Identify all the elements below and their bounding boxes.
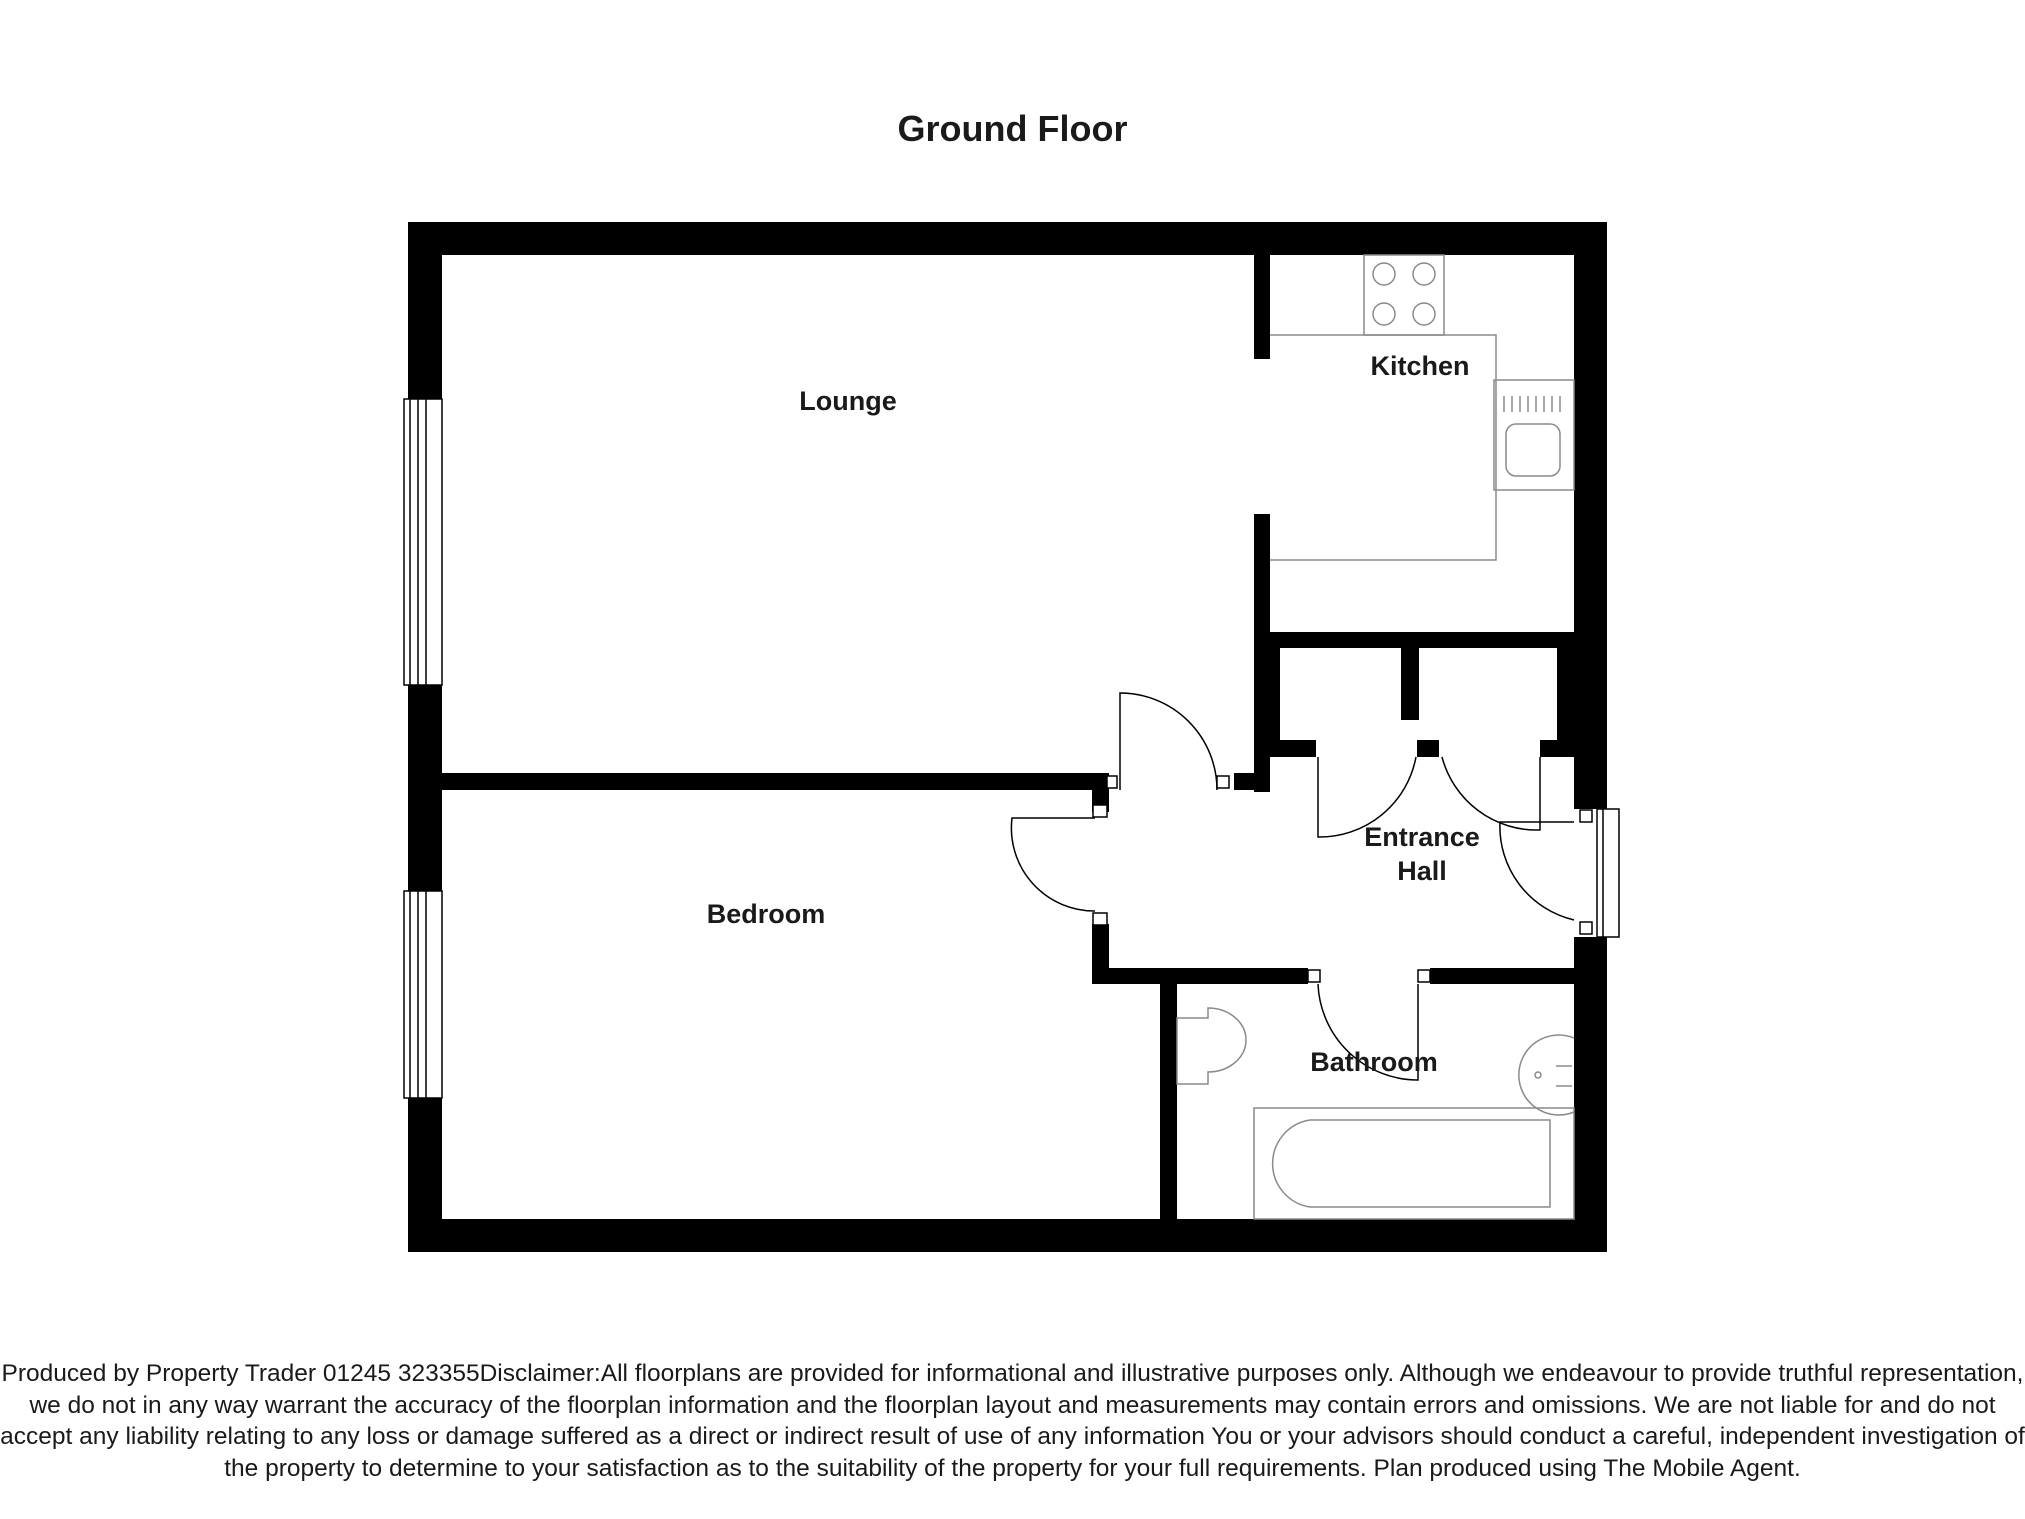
outer-wall-bottom xyxy=(408,1219,1607,1252)
toilet xyxy=(1177,1008,1246,1084)
wall-cupboard-left xyxy=(1264,648,1280,748)
room-label-entrance-hall-line2: Hall xyxy=(1397,856,1447,886)
wall-hall-bathroom-right xyxy=(1430,968,1574,984)
washbasin-drain xyxy=(1535,1072,1541,1078)
kitchen-fixtures xyxy=(1270,255,1574,560)
room-label-bathroom: Bathroom xyxy=(1310,1047,1438,1077)
sink-bowl xyxy=(1506,424,1560,476)
disclaimer-text: Produced by Property Trader 01245 323355Disclaimer:All floorplans are provided for informational and illustrative purposes only. Although we endeavour to provide truthful representation, we do not in any way warrant the accuracy of the floorplan information and the floorplan layout and measurements may contain errors and omissions. We are not liable for and do not accept any liability relating to any loss or damage suffered as a direct or indirect result of use of any information You or your advisors should conduct a careful, independent investigation of the property to determine to your satisfaction as to the suitability of the property for your full requirements. Plan produced using The Mobile Agent. xyxy=(0,1360,2025,1482)
bathroom-fixtures xyxy=(1177,1008,1574,1219)
wall-lounge-kitchen-top xyxy=(1254,255,1270,359)
entrance-door xyxy=(1500,822,1574,920)
wall-cupboard-right xyxy=(1557,648,1574,748)
wall-cupboard-mid xyxy=(1401,648,1419,720)
room-label-entrance-hall-line1: Entrance xyxy=(1364,822,1480,852)
washbasin xyxy=(1519,1035,1574,1115)
outer-wall-right-lower xyxy=(1574,937,1607,1252)
hob-burner xyxy=(1413,303,1435,325)
wall-cupboard-front-right xyxy=(1540,740,1574,757)
wall-cupboard-front-left xyxy=(1264,740,1316,757)
wall-cupboard-front-mid xyxy=(1417,740,1439,757)
hob-burner xyxy=(1413,263,1435,285)
bedroom-door xyxy=(1011,818,1095,911)
room-label-bedroom: Bedroom xyxy=(706,899,826,929)
room-label-lounge: Lounge xyxy=(799,386,897,416)
cupboard-door-right xyxy=(1442,757,1540,830)
bathtub-inner xyxy=(1273,1120,1550,1207)
hob-burner xyxy=(1373,303,1395,325)
outer-wall-top xyxy=(408,222,1607,255)
hob-burner xyxy=(1373,263,1395,285)
wall-bedroom-bathroom xyxy=(1160,984,1177,1219)
wall-lounge-hall-stub xyxy=(1234,773,1270,790)
wall-lounge-bedroom xyxy=(442,773,1107,790)
floor-title: Ground Floor xyxy=(897,108,1128,149)
wall-hall-bathroom-left xyxy=(1092,968,1308,984)
lounge-door xyxy=(1120,693,1217,790)
wall-kitchen-cupboards xyxy=(1264,632,1574,648)
outer-wall-right-upper xyxy=(1574,222,1607,809)
room-label-kitchen: Kitchen xyxy=(1370,351,1470,381)
entrance-door-frame xyxy=(1597,809,1619,937)
bathtub xyxy=(1254,1108,1574,1219)
